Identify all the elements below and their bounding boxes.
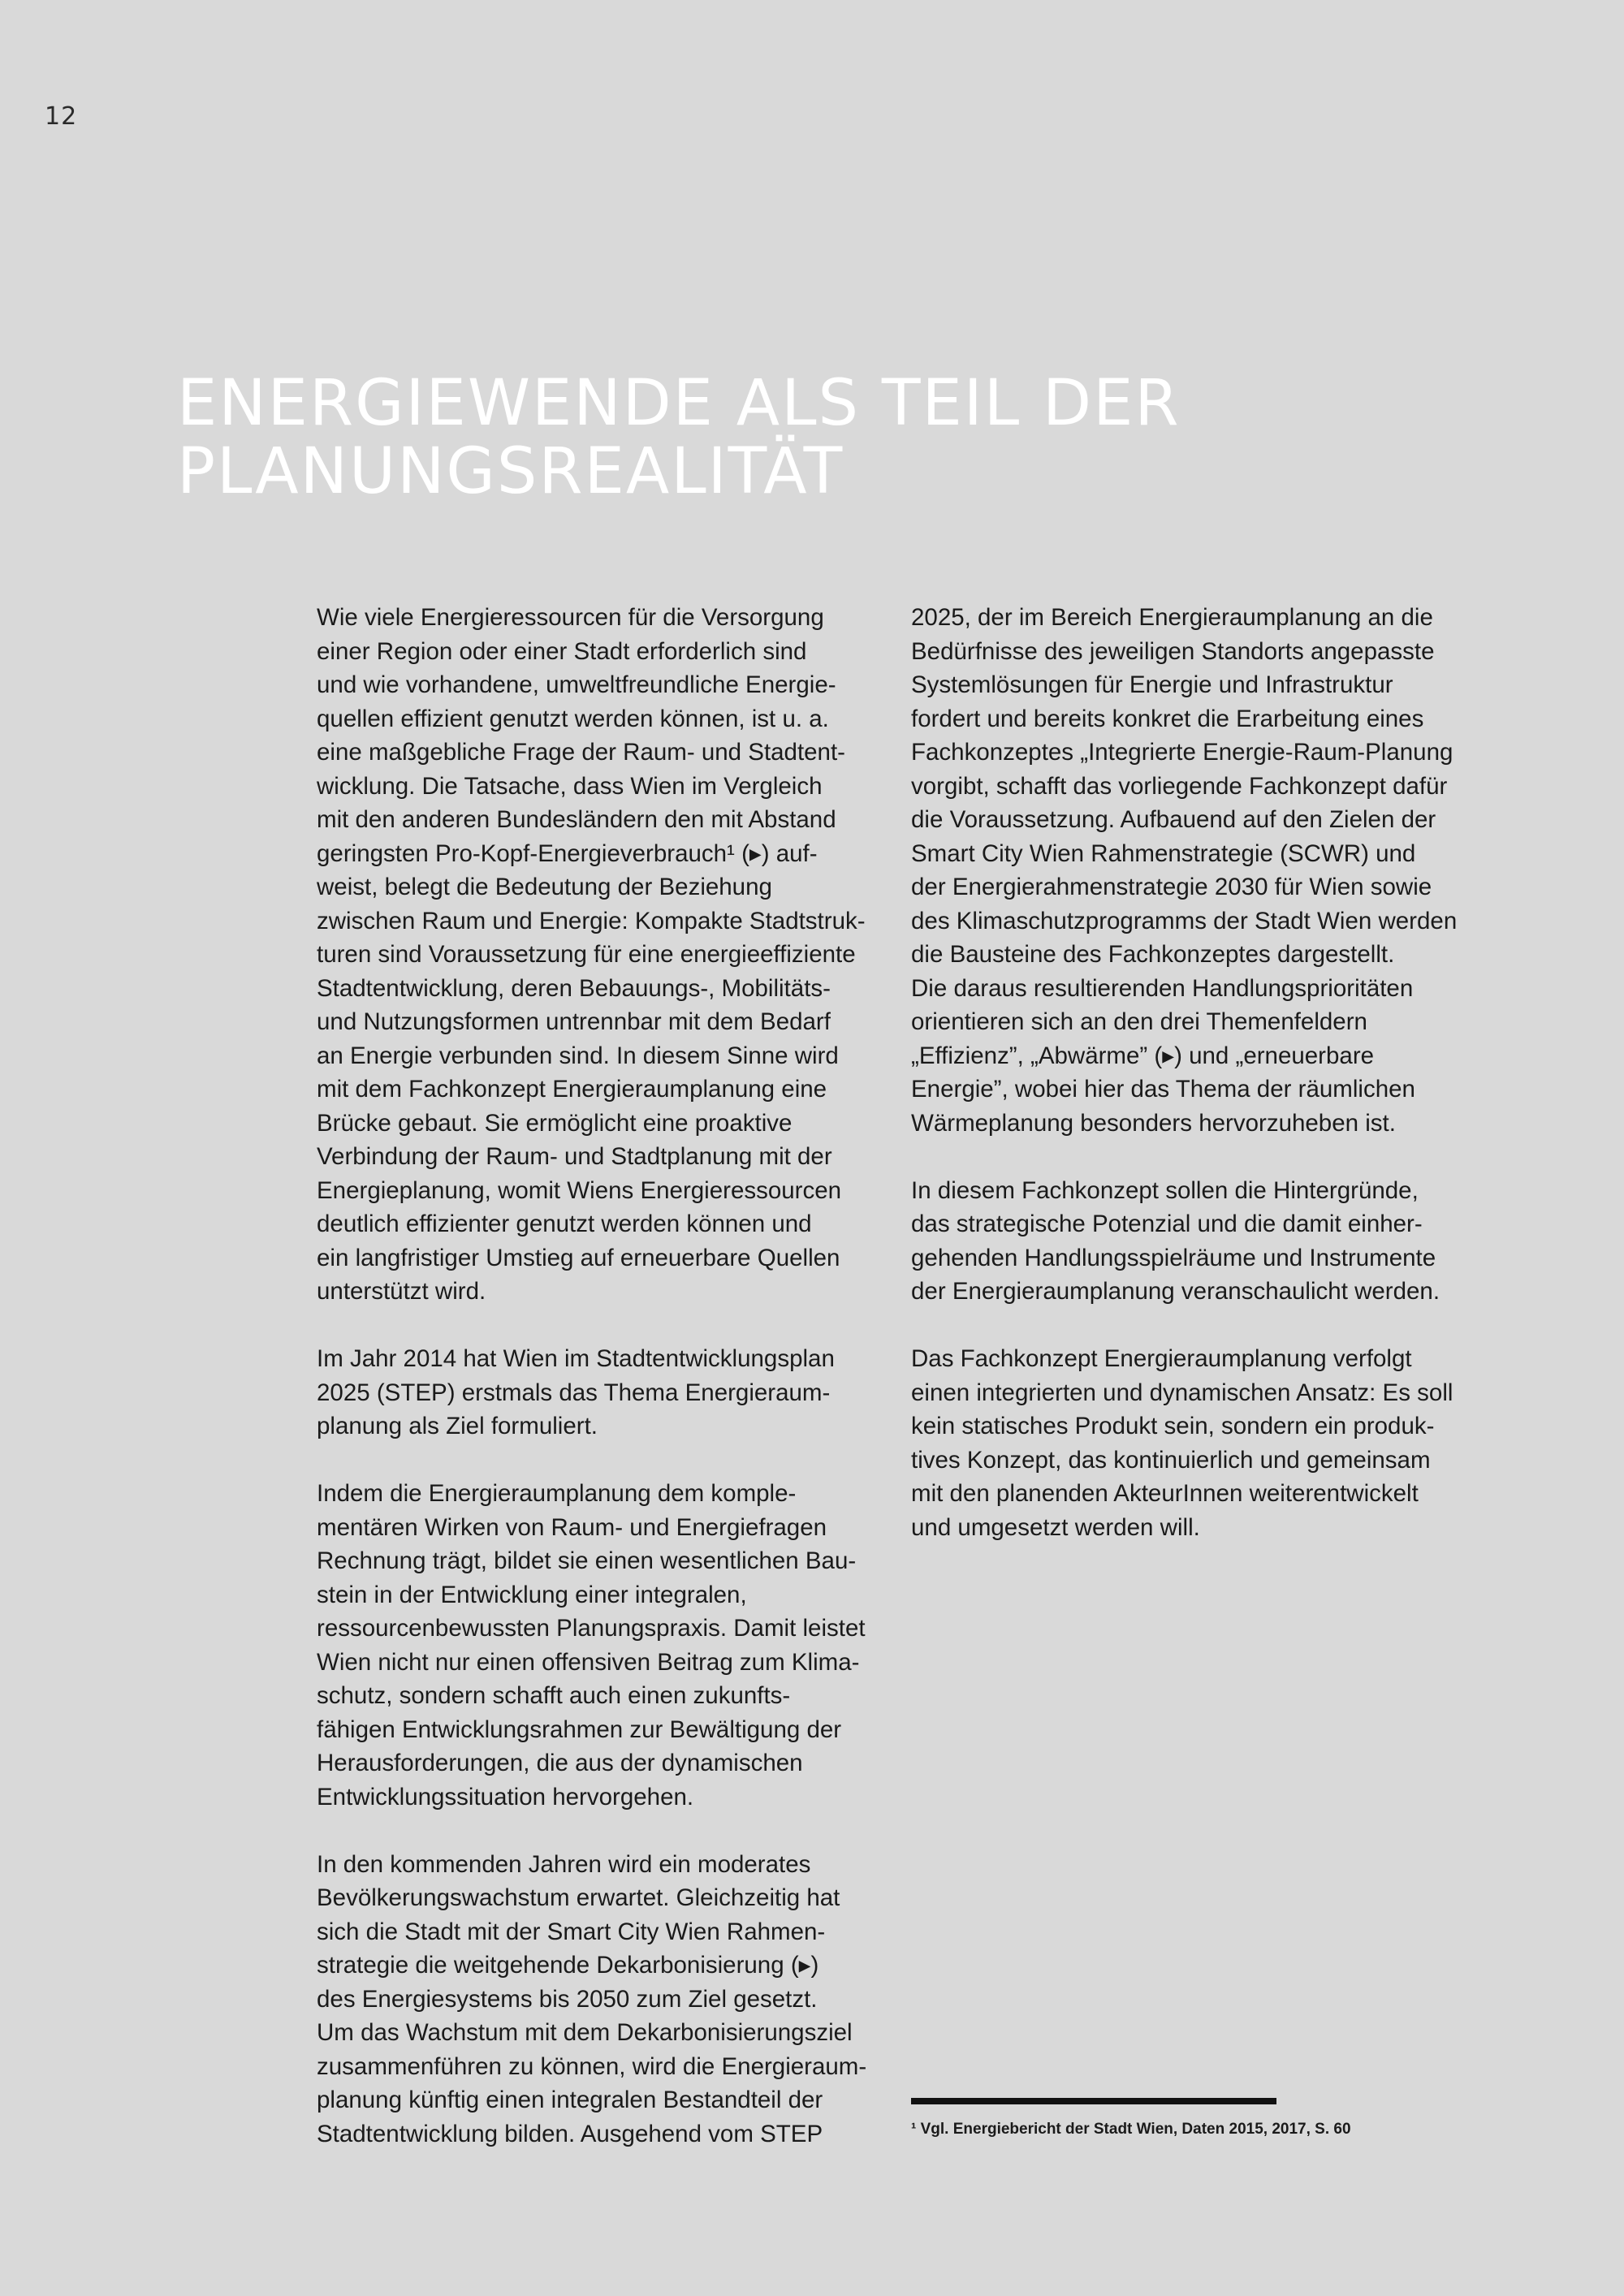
page-number: 12	[45, 102, 78, 131]
text-line: Um das Wachstum mit dem Dekarbonisierungsziel	[317, 2019, 853, 2046]
text-line: Fachkonzeptes „Integrierte Energie-Raum-Planung	[911, 739, 1453, 766]
text-line: planung als Ziel formuliert.	[317, 1413, 598, 1439]
right-text-column	[911, 601, 1479, 1544]
text-line: tives Konzept, das kontinuierlich und gemeinsam	[911, 1446, 1431, 1474]
text-line: eine maßgebliche Frage der Raum- und Stadtent-	[317, 739, 845, 766]
text-line: Entwicklungssituation hervorgehen.	[317, 1783, 694, 1810]
text-line: orientieren sich an den drei Themenfeldern	[911, 1008, 1367, 1035]
text-line: mit den anderen Bundesländern den mit Abstand	[317, 806, 836, 833]
text-line: 2025, der im Bereich Energieraumplanung an die	[911, 604, 1433, 631]
body-paragraph	[911, 1174, 1479, 1309]
page-title-line: ENERGIEWENDE ALS TEIL DER	[177, 367, 1181, 440]
footnote: ¹ Vgl. Energiebericht der Stadt Wien, Daten 2015, 2017, S. 60	[911, 2121, 1351, 2138]
page-title-line: PLANUNGSREALITÄT	[177, 435, 844, 508]
text-line: fordert und bereits konkret die Erarbeitung eines	[911, 705, 1424, 732]
text-line: sich die Stadt mit der Smart City Wien Rahmen-	[317, 1918, 826, 1945]
text-line: mit dem Fachkonzept Energieraumplanung eine	[317, 1076, 827, 1103]
text-line: planung künftig einen integralen Bestandteil der	[317, 2087, 823, 2113]
body-paragraph	[317, 601, 885, 1309]
page-title	[177, 369, 1557, 506]
text-line: ressourcenbewussten Planungspraxis. Damit leistet	[317, 1615, 866, 1642]
body-paragraph	[911, 1342, 1479, 1544]
text-line: Indem die Energieraumplanung dem komple-	[317, 1480, 797, 1507]
text-line: Die daraus resultierenden Handlungsprioritäten	[911, 974, 1414, 1002]
text-line: turen sind Voraussetzung für eine energieeffiziente	[317, 941, 856, 968]
text-line: In diesem Fachkonzept sollen die Hintergründe,	[911, 1176, 1419, 1204]
text-line: vorgibt, schafft das vorliegende Fachkonzept dafür	[911, 772, 1448, 800]
text-line: weist, belegt die Bedeutung der Beziehung	[317, 874, 772, 900]
text-line: mentären Wirken von Raum- und Energiefragen	[317, 1513, 827, 1541]
text-line: zwischen Raum und Energie: Kompakte Stadtstruk-	[317, 907, 866, 934]
body-paragraph	[317, 1477, 885, 1814]
text-line: und wie vorhandene, umweltfreundliche Energie-	[317, 671, 836, 698]
text-line: ein langfristiger Umstieg auf erneuerbare Quellen	[317, 1244, 840, 1271]
text-line: Smart City Wien Rahmenstrategie (SCWR) und	[911, 839, 1416, 867]
text-line: Im Jahr 2014 hat Wien im Stadtentwicklungsplan	[317, 1345, 835, 1372]
text-line: gehenden Handlungsspielräume und Instrumente	[911, 1244, 1436, 1271]
footnote-divider	[911, 2098, 1276, 2104]
text-line: 2025 (STEP) erstmals das Thema Energieraum-	[317, 1379, 831, 1406]
text-line: Das Fachkonzept Energieraumplanung verfolgt	[911, 1345, 1412, 1372]
text-line: Stadtentwicklung bilden. Ausgehend vom STEP	[317, 2120, 823, 2147]
text-line: In den kommenden Jahren wird ein moderates	[317, 1850, 811, 1878]
text-line: Energie”, wobei hier das Thema der räumlichen	[911, 1076, 1415, 1103]
text-line: einer Region oder einer Stadt erforderlich sind	[317, 637, 807, 665]
text-line: des Klimaschutzprogramms der Stadt Wien werden	[911, 907, 1458, 934]
text-line: Systemlösungen für Energie und Infrastruktur	[911, 671, 1393, 698]
text-line: das strategische Potenzial und die damit einher-	[911, 1211, 1423, 1237]
text-line: wicklung. Die Tatsache, dass Wien im Vergleich	[317, 772, 823, 800]
left-text-column	[317, 601, 885, 2151]
text-line: schutz, sondern schafft auch einen zukunfts-	[317, 1682, 791, 1709]
text-line: „Effizienz”, „Abwärme” (▸) und „erneuerbare	[911, 1042, 1375, 1069]
body-paragraph	[317, 1848, 885, 2151]
text-line: Wien nicht nur einen offensiven Beitrag zum Klima-	[317, 1648, 860, 1676]
body-paragraph	[317, 1342, 885, 1444]
text-line: des Energiesystems bis 2050 zum Ziel gesetzt.	[317, 1985, 818, 2013]
text-line: Wie viele Energieressourcen für die Versorgung	[317, 604, 824, 631]
text-line: geringsten Pro-Kopf-Energieverbrauch¹ (▸) auf-	[317, 839, 818, 867]
text-line: Bevölkerungswachstum erwartet. Gleichzeitig hat	[317, 1884, 840, 1911]
text-line: Stadtentwicklung, deren Bebauungs-, Mobilitäts-	[317, 974, 831, 1002]
text-line: Rechnung trägt, bildet sie einen wesentlichen Bau-	[317, 1547, 857, 1574]
text-line: und umgesetzt werden will.	[911, 1513, 1200, 1541]
text-line: mit den planenden AkteurInnen weiterentwickelt	[911, 1480, 1419, 1507]
text-line: unterstützt wird.	[317, 1278, 486, 1305]
text-line: an Energie verbunden sind. In diesem Sinne wird	[317, 1042, 839, 1069]
text-line: der Energieraumplanung veranschaulicht werden.	[911, 1278, 1440, 1305]
text-line: Herausforderungen, die aus der dynamischen	[317, 1750, 803, 1776]
text-line: strategie die weitgehende Dekarbonisierung (▸)	[317, 1952, 819, 1979]
text-line: Bedürfnisse des jeweiligen Standorts angepasste	[911, 637, 1435, 665]
text-line: Energieplanung, womit Wiens Energieressourcen	[317, 1176, 842, 1204]
text-line: die Voraussetzung. Aufbauend auf den Zielen der	[911, 806, 1436, 833]
text-line: Wärmeplanung besonders hervorzuheben ist.	[911, 1109, 1396, 1137]
text-line: Brücke gebaut. Sie ermöglicht eine proaktive	[317, 1109, 793, 1137]
text-line: und Nutzungsformen untrennbar mit dem Bedarf	[317, 1008, 831, 1035]
text-line: kein statisches Produkt sein, sondern ein produk-	[911, 1413, 1435, 1439]
text-line: quellen effizient genutzt werden können, ist u. a.	[317, 705, 829, 732]
body-paragraph	[911, 601, 1479, 1140]
text-line: Verbindung der Raum- und Stadtplanung mit der	[317, 1143, 832, 1170]
text-line: stein in der Entwicklung einer integralen,	[317, 1581, 747, 1608]
text-line: zusammenführen zu können, wird die Energieraum-	[317, 2052, 867, 2080]
text-line: deutlich effizienter genutzt werden können und	[317, 1211, 812, 1237]
text-line: der Energierahmenstrategie 2030 für Wien sowie	[911, 874, 1432, 900]
text-line: fähigen Entwicklungsrahmen zur Bewältigung der	[317, 1716, 842, 1743]
text-line: einen integrierten und dynamischen Ansatz: Es soll	[911, 1379, 1453, 1406]
text-line: die Bausteine des Fachkonzeptes dargestellt.	[911, 941, 1395, 968]
